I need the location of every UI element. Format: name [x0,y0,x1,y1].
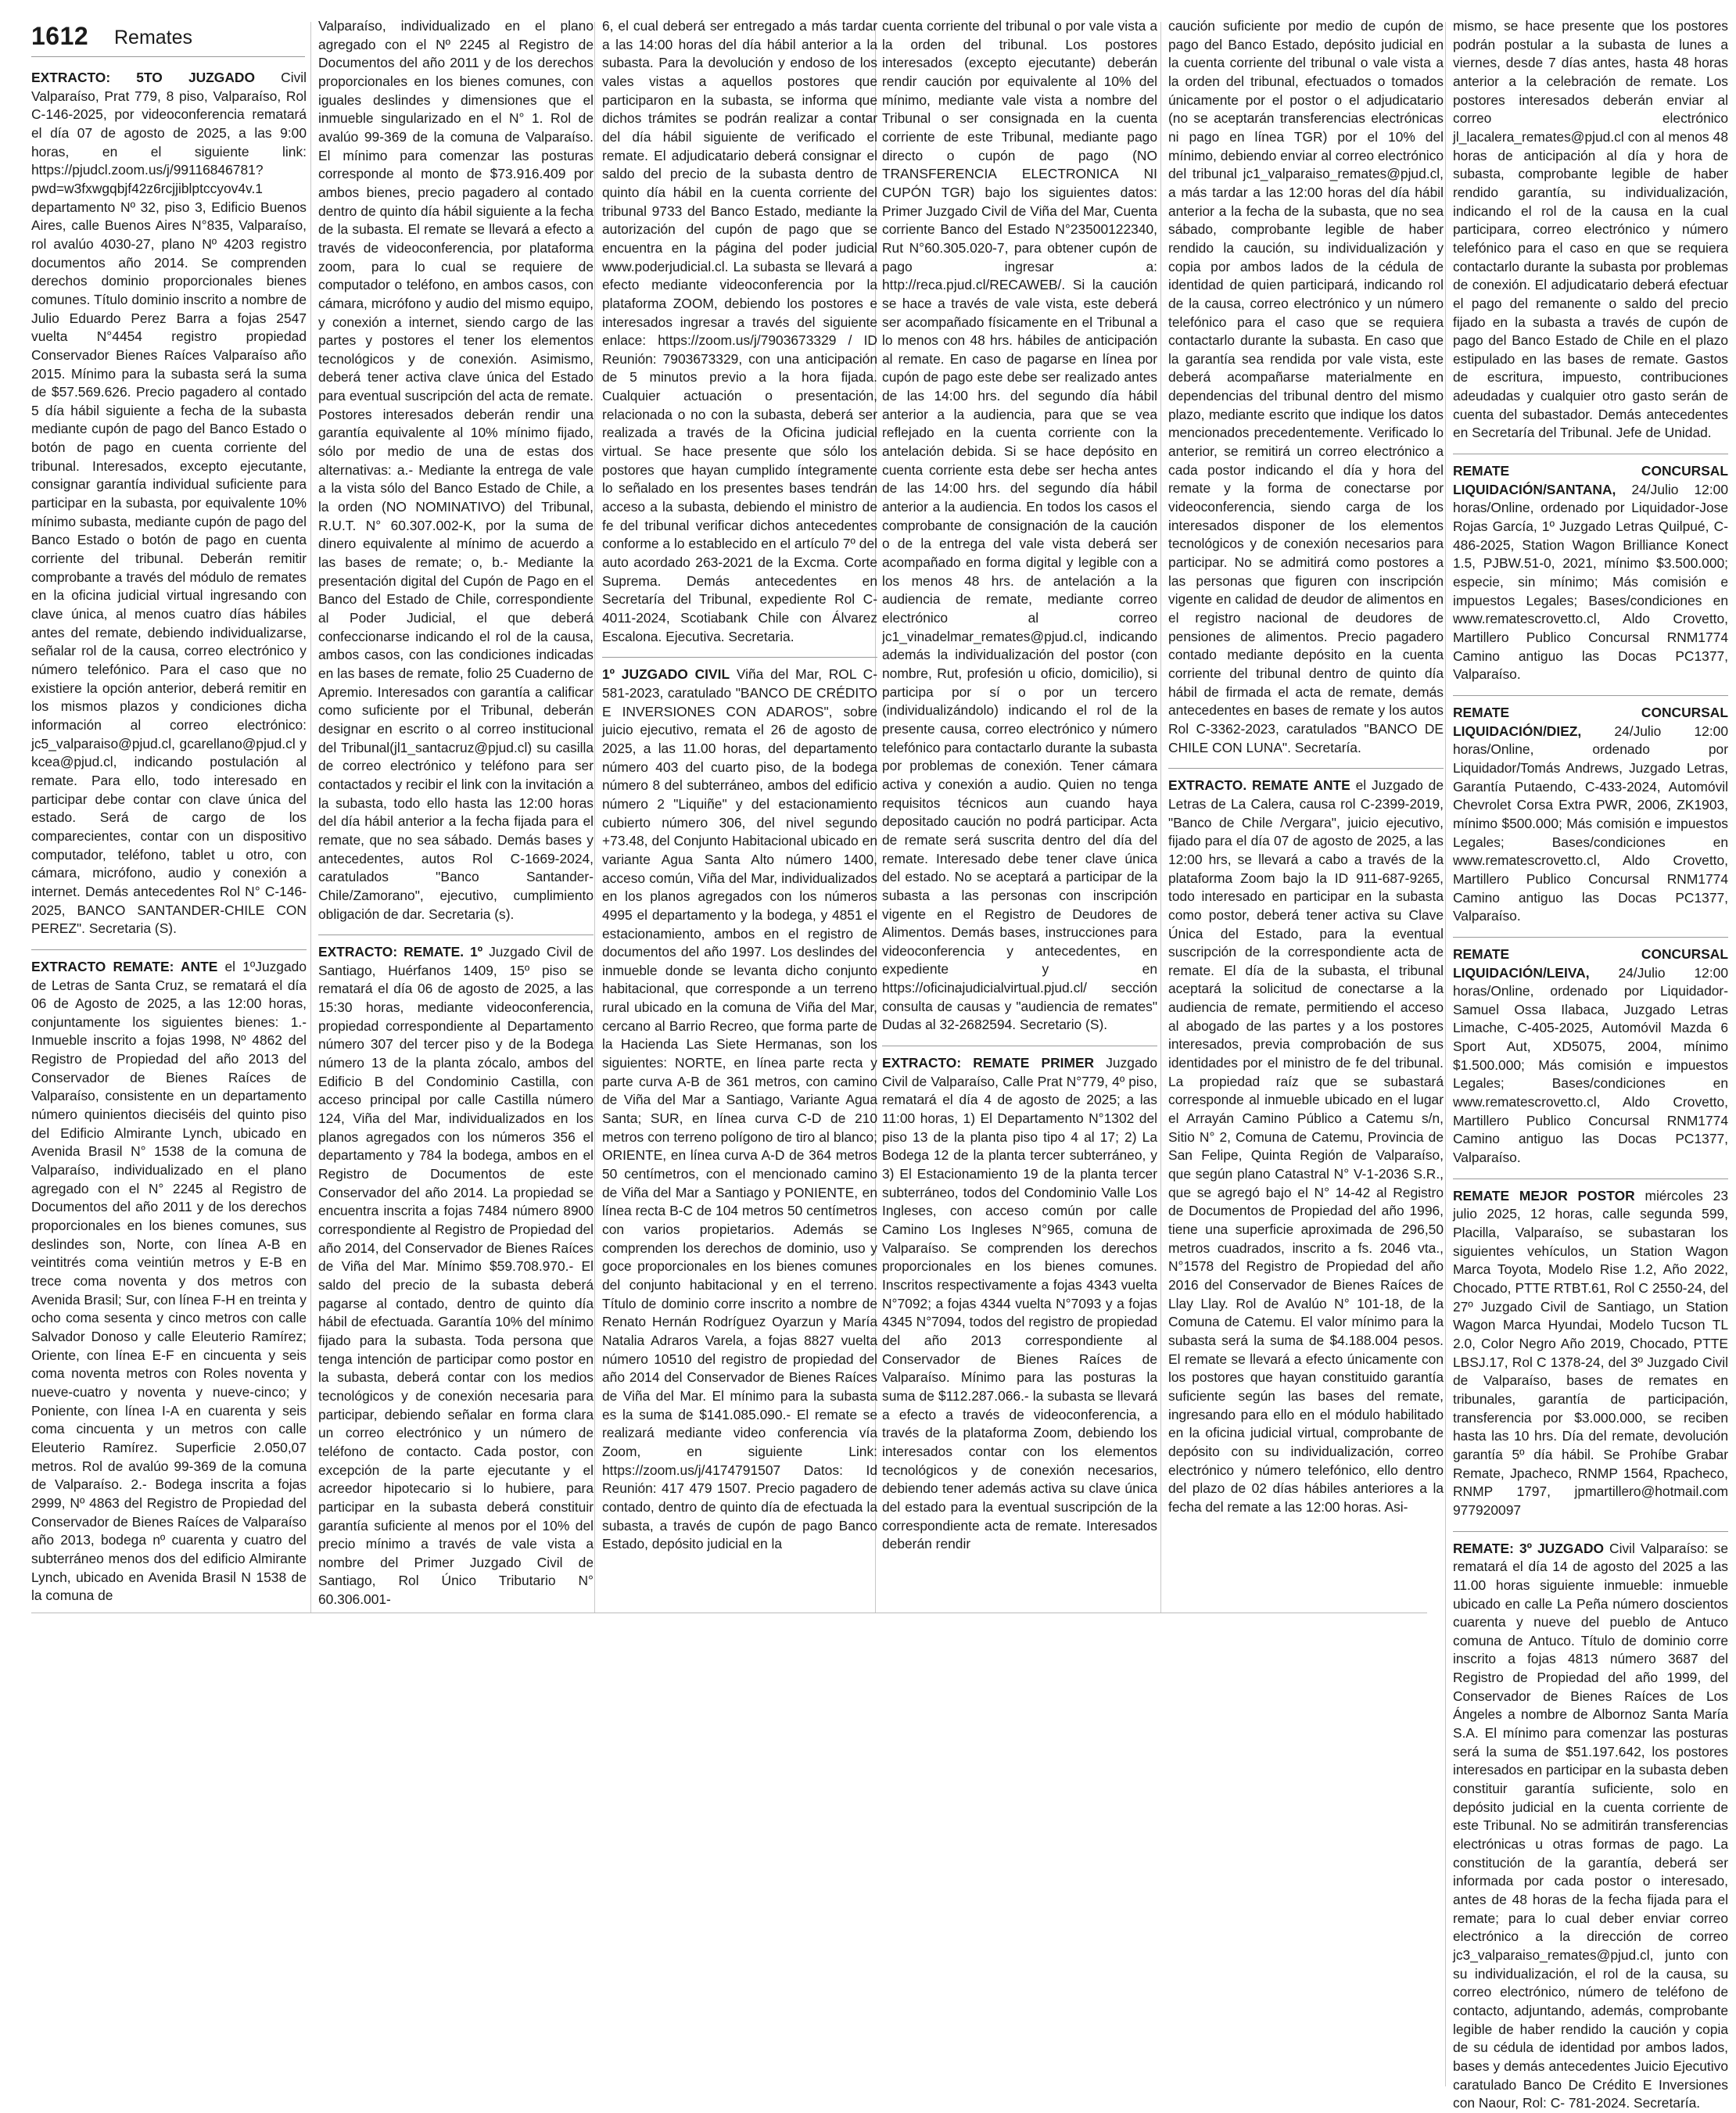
notice-body: 6, el cual deberá ser entregado a más tardar a las 14:00 horas del día hábil anterior a la subasta. Para la devolución y endoso de los vales vistas a aquellos postores que participaron en la subasta, se informa que dichos trámites se podrán realizar a contar del día hábil siguiente de verificado el remate. El adjudicatario deberá consignar el saldo del precio de la subasta dentro de quinto día hábil en la cuenta corriente del tribunal 9733 del Banco Estado, mediante la autorización del cupón de pago que se encuentra en la página del poder judicial www.poderjudicial.cl. La subasta se llevará a efecto mediante videoconferencia por la plataforma ZOOM, debiendo los postores e interesados ingresar a través del siguiente enlace: https://zoom.us/j/7903673329 / ID Reunión: 7903673329, con una anticipación de 5 minutos previo a la hora fijada. Cualquier actuación o presentación, relacionada o no con la subasta, deberá ser realizada a través de la Oficina judicial virtual. Se hace presente que sólo los postores que hayan cumplido íntegramente lo señalado en los presentes bases tendrán acceso a la subasta, debiendo el ministro de fe del tribunal verificar dichos antecedentes conforme a lo establecido en el artículo 7º del auto acordado 263-2021 de la Excma. Corte Suprema. Demás antecedentes en Secretaría del Tribunal, expediente Rol C-4011-2024, Scotiabank Chile con Álvarez Escalona. Ejecutiva. Secretaria. [602,18,877,644]
legal-notice [1453,454,1728,684]
legal-notice [1453,695,1728,926]
notice-body: el Juzgado de Letras de La Calera, causa rol C-2399-2019, "Banco de Chile /Vergara", juicio ejecutivo, fijado para el día 07 de agosto de 2025, a las 12:00 hrs, se llevará a cabo a través de la plataforma Zoom bajo la ID 911-687-9265, todo interesado en participar en la subasta como postor, deberá tener activa su Clave Única del Estado, para la eventual suscripción de la correspondiente acta de remate. El día de la subasta, el tribunal aceptará la solicitud de conectarse a la audiencia de remate, permitiendo el acceso al abogado de las partes y a los postores interesados, previa comprobación de sus identidades por el ministro de fe del tribunal. La propiedad raíz que se subastará corresponde al inmueble ubicado en el lugar el Arrayán Camino Público a Catemu s/n, Sitio N° 2, Comuna de Catemu, Provincia de San Felipe, Quinta Región de Valparaíso, que según plano Catastral N° V-1-2036 S.R., que se agregó bajo el N° 14-42 al Registro de Documentos de Propiedad del año 1996, tiene una superficie aproximada de 296,50 metros cuadrados, inscrito a fs. 2046 vta., N°1578 del Registro de Propiedad del año 2016 del Conservador de Bienes Raíces de Llay Llay. Rol de Avalúo N° 101-18, de la Comuna de Catemu. El valor mínimo para la subasta será la suma de $4.188.004 pesos. El remate se llevará a efecto únicamente con los postores que hayan constituido garantía suficiente según las bases del remate, ingresando para ello en el módulo habilitado en la oficina judicial virtual, comprobante de depósito con su individualización, correo electrónico y número telefónico, ello dentro del plazo de 02 días hábiles anteriores a la fecha del remate a las 12:00 horas. Asi- [1168,777,1444,1515]
notice-body: miércoles 23 julio 2025, 12 horas, calle segunda 599, Placilla, Valparaíso, se subastaran los siguientes vehículos, un Station Wagon Marca Toyota, Modelo Rise 1.2, Año 2022, Chocado, PTTE RTBT.61, Rol C 2550-24, del 27º Juzgado Civil de Santiago, un Station Wagon Marca Hyundai, Modelo Tucson TL 2.0, Color Negro Año 2019, Chocado, PTTE LBSJ.17, Rol C 1378-24, del 3º Juzgado Civil de Valparaíso, bases de remates en tribunales, garantía de participación, transferencia por $3.000.000, se reciben hasta las 10 hrs. Día del remate, devolución garantía 5º día hábil. Se Prohíbe Grabar Remate, Jpacheco, RNMP 1564, Rpacheco, RNMP 1797, jpmartillero@hotmail.com 977920097 [1453,1187,1728,1518]
legal-notice [602,17,877,646]
column-4 [882,17,1157,1605]
notice-lead: EXTRACTO REMATE: ANTE [31,958,218,974]
notice-body: el 1ºJuzgado de Letras de Santa Cruz, se rematará el día 06 de Agosto de 2025, a las 12:00 horas, conjuntamente los siguientes bienes: 1.- Inmueble inscrito a fojas 1998, Nº 4862 del Registro de Propiedad del año 2013 del Conservador de Bienes Raíces de Valparaíso, consistente en un departamento número quinientos dieciséis del quinto piso del Edificio Almirante Lynch, ubicado en Avenida Brasil N° 1538 de la comuna de Valparaíso, individualizado en el plano agregado con el N° 2245 al Registro de Documentos del año 2011 y de los derechos proporcionales en los bienes comunes, sus deslindes son, Norte, con línea A-B en veintitrés coma veintiún metros y E-B en trece coma noventa y dos metros con Avenida Brasil; Sur, con línea F-H en treinta y ocho coma sesenta y cinco metros con calle Salvador Donoso y calle Eleuterio Ramírez; Oriente, con línea E-F en cincuenta y seis coma noventa metros con Roles noventa y nueve-cuatro y noventa y nueve-cinco; y Poniente, con línea I-A en cuarenta y seis coma cincuenta y un metros con calle Eleuterio Ramírez. Superficie 2.050,07 metros. Rol de avalúo 99-369 de la comuna de Valparaíso. 2.- Bodega inscrita a fojas 2999, Nº 4863 del Registro de Propiedad del Conservador de Bienes Raíces de Valparaíso año 2013, bodega nº cuarenta y cuatro del subterráneo menos dos del edificio Almirante Lynch, ubicado en Avenida Brasil N 1538 de la comuna de [31,958,307,1604]
notice-body: mismo, se hace presente que los postores podrán postular a la subasta de lunes a viernes, desde 7 días antes, hasta 48 horas anterior a la celebración de remate. Los postores interesados deberán enviar al correo electrónico jl_lacalera_remates@pjud.cl con al menos 48 horas de anticipación al día y hora de subasta, comprobante legible de haber rendido garantía, su individualización, indicando el rol de la causa en la cual participara, correo electrónico y número telefónico para el caso en que se requiera contactarlo durante la subasta por problemas de conexión. El adjudicatario deberá efectuar el pago del remanente o saldo del precio fijado en la subasta a través de cupón de pago del Banco Estado de Chile en el plazo estipulado en las bases de remate. Gastos de escritura, impuesto, contribuciones adeudadas y cualquier otro gasto serán de cuenta del subastador. Demás antecedentes en Secretaría del Tribunal. Jefe de Unidad. [1453,18,1728,441]
column-divider [594,22,595,1613]
column-divider [310,22,311,1613]
notice-body: 24/Julio 12:00 horas/Online, ordenado por Liquidador-Jose Rojas García, 1º Juzgado Letras Quilpué, C-486-2025, Station Wagon Brilliance Konect 1.5, PJBW.51-0, 2021, mínimo $3.500.000; especie, sin mínimo; Más comisión e impuestos Legales; Bases/condiciones en www.rematescrovetto.cl, Aldo Crovetto, Martillero Publico Concursal RNM1774 Camino antiguo las Docas PC1377, Valparaíso. [1453,481,1728,683]
column-5 [1168,17,1444,1605]
notice-lead: EXTRACTO: 5TO JUZGADO [31,70,255,85]
legal-notice [1453,17,1728,443]
legal-notice [602,657,877,1554]
legal-notice [1168,768,1444,1516]
notice-lead: EXTRACTO: REMATE. 1º [318,944,483,960]
section-title: Remates [114,27,193,48]
column-1 [31,69,307,1602]
notice-body: Civil Valparaíso: se rematará el día 14 de agosto del 2025 a las 11.00 horas siguiente inmueble: inmueble ubicado en calle La Peña número doscientos cuarenta y nueve del pueblo de Antuco comuna de Antuco. Título de dominio corre inscrito a fojas 4813 número 3687 del Registro de Propiedad del año 1999, del Conservador de Bienes Raíces de Los Ángeles a nombre de Albornoz Santa María S.A. El mínimo para comenzar las posturas será la suma de $51.197.642, los postores interesados en participar en la subasta deben constituir garantía suficiente, solo en depósito judicial en la cuenta corriente de este Tribunal. No se admitirán transferencias electrónicas u otras formas de pago. La constitución de la garantía, deberá ser informada por cada postor o interesado, antes de 48 horas de la fecha fijada para el remate; para lo cual deber enviar correo electrónico a la dirección de correo jc3_valparaiso_remates@pjud.cl, junto con su individualización, el rol de la causa, su correo electrónico, número de teléfono de contacto, adjuntando, además, comprobante legible de haber rendido la caución y copia de su cédula de identidad por ambos lados, bases y demás antecedentes Juicio Ejecutivo caratulado Banco De Crédito E Inversiones con Naour, Rol: C- 781-2024. Secretaría. [1453,1540,1729,2111]
notice-body: Civil Valparaíso, Prat 779, 8 piso, Valparaíso, Rol C-146-2025, por videoconferencia rematará el día 07 de agosto de 2025, a las 9:00 horas, en el siguiente link: https://pjudcl.zoom.us/j/99116846781?pwd=w3fxwgqbjf42z6rcjjiblptccyov4v.1 departamento Nº 32, piso 3, Edificio Buenos Aires, calle Buenos Aires N°835, Valparaíso, rol avalúo 4030-27, plano Nº 4203 registro documentos año 2014. Se comprenden derechos dominio proporcionales bienes comunes. Título dominio inscrito a nombre de Julio Eduardo Perez Barra a fojas 2547 vuelta N°4454 registro propiedad Conservador Bienes Raíces Valparaíso año 2015. Mínimo para la subasta será la suma de $57.569.626. Precio pagadero al contado 5 día hábil siguiente a fecha de la subasta mediante cupón de pago del Banco Estado o botón de pago en cuenta corriente del tribunal. Interesados, excepto ejecutante, consignar garantía individual suficiente para participar en la subasta, por equivalente 10% mínimo subasta, mediante cupón de pago del Banco Estado o botón de pago en cuenta corriente del tribunal. Deberán remitir comprobante a través del módulo de remates en la oficina judicial virtual ingresando con clave única, al menos cuatro días hábiles antes del remate, debiendo individualizarse, señalar rol de la causa, correo electrónico y número telefónico. Para el caso que no existiere la opción anterior, deberá remitir en los mismos plazos y condiciones dicha información al correo electrónico: jc5_valparaiso@pjud.cl, gcarellano@pjud.cl y kcea@pjud.cl, indicando postulación al remate. Para ello, todo interesado en participar debe contar con clave única del estado. Será de cargo de los comparecientes, contar con un dispositivo computador, teléfono, tablet u otro, con cámara, micrófono, audio y conexión a internet. Demás antecedentes Rol N° C-146-2025, BANCO SANTANDER-CHILE CON PEREZ". Secretaria (S). [31,70,307,937]
notice-lead: REMATE CONCURSAL LIQUIDACIÓN/SANTANA, [1453,463,1728,497]
header-divider [31,56,305,57]
legal-notice [1168,17,1444,757]
legal-notice [31,69,307,938]
notice-lead: REMATE CONCURSAL LIQUIDACIÓN/LEIVA, [1453,945,1728,981]
legal-notice [318,935,594,1609]
column-3 [602,17,877,1605]
notice-body: Juzgado Civil de Santiago, Huérfanos 1409, 15º piso se rematará el día 06 de agosto de 2025, a las 15:30 horas, mediante videoconferencia, propiedad correspondiente al Departamento número 307 del tercer piso y de la Bodega número 13 de la planta zócalo, ambos del Edificio B del Condominio Castilla, con acceso principal por calle Castilla número 124, Viña del Mar, individualizados en los planos agregados con los números 356 el departamento y 784 la bodega, ambos en el Registro de Documentos de este Conservador del año 2014. La propiedad se encuentra inscrita a fojas 7484 número 8900 correspondiente al Registro de Propiedad del año 2014, del Conservador de Bienes Raíces de Viña del Mar. Mínimo $59.708.970.- El saldo del precio de la subasta deberá pagarse al contado, dentro de quinto día hábil de efectuada. Garantía 10% del mínimo fijado para la subasta. Toda persona que tenga intención de participar como postor en la subasta, deberá contar con los medios tecnológicos y de conexión necesaria para participar, debiendo señalar en forma clara un correo electrónico y un número de teléfono de contacto. Cada postor, con excepción de la parte ejecutante y el acreedor hipotecario si lo hubiere, para participar en la subasta deberá constituir garantía suficiente al menos por el 10% del precio mínimo a través de vale vista a nombre del Primer Juzgado Civil de Santiago, Rol Único Tributario N° 60.306.001- [318,944,594,1608]
notice-lead: 1º JUZGADO CIVIL [602,666,730,683]
notice-body: cuenta corriente del tribunal o por vale vista a la orden del tribunal. Los postores interesados (excepto ejecutante) deberán rendir caución por equivalente al 10% del mínimo, mediante vale vista a nombre del Tribunal o ser consignada en la cuenta corriente de este Tribunal, mediante pago directo o cupón de pago (NO TRANSFERENCIA ELECTRONICA NI CUPÓN TGR) bajo los siguientes datos: Primer Juzgado Civil de Viña del Mar, Cuenta corriente Banco del Estado N°23500122340, Rut N°60.305.020-7, para obtener cupón de pago ingresar a: http://reca.pjud.cl/RECAWEB/. Si la caución se hace a través de vale vista, este deberá ser acompañado físicamente en el Tribunal a lo menos con 48 hrs. hábiles de anticipación al remate. En caso de pagarse en línea por cupón de pago este debe ser realizado antes de las 14:00 hrs. del segundo día hábil anterior a la audiencia, para que se vea reflejado en la cuenta corriente con la antelación debida. Si se hace depósito en cuenta corriente esta debe ser hecha antes de las 14:00 hrs. del segundo día hábil anterior a la audiencia. En todos los casos el comprobante de consignación de la caución o de la entrega del vale vista deberá ser acompañado en forma digital y legible con a los menos 48 hrs. de antelación a la audiencia de remate, mediante correo electrónico al correo jc1_vinadelmar_remates@pjud.cl, indicando además la individualización del postor (con nombre, Rut, profesión u oficio, domicilio), si participa por sí o por un tercero (individualizándolo) indicando el rol de la presente causa, correo electrónico y número telefónico para contactarlo durante la subasta por problemas de conexión. Tener cámara activa y conexión a audio. Quien no tenga requisitos técnicos aun cuando haya depositado caución no podrá participar. Acta de remate será suscrita dentro del día del remate. Interesado debe tener clave única del estado. No se aceptará a participar de la subasta a las personas con inscripción vigente en el Registro de Deudores de Alimentos. Demás bases, instrucciones para videoconferencia y antecedentes, en expediente y en https://oficinajudicialvirtual.pjud.cl/ sección consulta de causas y "audiencia de remates" Dudas al 32-2682594. Secretario (S). [882,18,1157,1033]
column-divider [1445,22,1446,2086]
page-number: 1612 [31,22,89,50]
legal-notice [882,1046,1157,1554]
legal-notice [1453,937,1728,1168]
notice-body: 24/Julio 12:00 horas/Online, ordenado por Liquidador-Samuel Ossa Ilabaca, Juzgado Letras Limache, C-405-2025, Automóvil Mazda 6 Sport Aut, XD5075, 2004, mínimo $1.500.000; Más comisión e impuestos Legales; Bases/condiciones en www.rematescrovetto.cl, Aldo Crovetto, Martillero Publico Concursal RNM1774 Camino antiguo las Docas PC1377, Valparaíso. [1453,964,1728,1166]
column-divider [1160,22,1161,1613]
legal-notice [318,17,594,924]
notice-lead: EXTRACTO: REMATE PRIMER [882,1055,1095,1071]
notice-body: Valparaíso, individualizado en el plano agregado con el Nº 2245 al Registro de Documentos del año 2011 y de los derechos proporcionales en los bienes comunes, con iguales deslindes y dimensiones que el inmueble singularizado en el N° 1. Rol de avalúo 99-369 de la comuna de Valparaíso. El mínimo para comenzar las posturas corresponde al monto de $73.916.409 por ambos bienes, precio pagadero al contado dentro de quinto día hábil siguiente a la fecha de la subasta. El remate se llevará a efecto a través de videoconferencia, por plataforma zoom, para lo cual se requiere de computador o teléfono, en ambos casos, con cámara, micrófono y audio del mismo equipo, y conexión a internet, siendo cargo de las partes y postores el tener los elementos tecnológicos y de conexión. Asimismo, deberá tener activa clave única del Estado para eventual suscripción del acta de remate. Postores interesados deberán rendir una garantía equivalente al 10% mínimo fijado, sólo por medio de una de estas dos alternativas: a.- Mediante la entrega de vale a la vista sólo del Banco Estado de Chile, a la orden (NO NOMINATIVO) del Tribunal, R.U.T. N° 60.307.002-K, por la suma de dinero equivalente al mínimo de acuerdo a las bases de remate; o, b.- Mediante la presentación digital del Cupón de Pago en el Banco del Estado de Chile, correspondiente al Poder Judicial, el que deberá confeccionarse indicando el rol de la causa, ambos casos, con las condiciones indicadas en las bases de remate, folio 25 Cuaderno de Apremio. Interesados con garantía a calificar como suficiente por el Tribunal, deberán designar en escrito o al correo institucional del Tribunal(jl1_santacruz@pjud.cl) su casilla de correo electrónico y teléfono para ser contactados y recibir el link con la invitación a la subasta, todo ello hasta las 12:00 horas del día hábil anterior a la fecha fijada para el remate, que no sea sábado. Demás bases y antecedentes, autos Rol C-1669-2024, caratulados "Banco Santander-Chile/Zamorano", ejecutivo, cumplimiento obligación de dar. Secretaria (s). [318,18,594,922]
notice-lead: EXTRACTO. REMATE ANTE [1168,777,1350,794]
notice-lead: REMATE CONCURSAL LIQUIDACIÓN/DIEZ, [1453,704,1728,739]
notice-body: caución suficiente por medio de cupón de pago del Banco Estado, depósito judicial en la cuenta corriente del tribunal o vale vista a la orden del tribunal, efectuados o tomados únicamente por el postor o el adjudicatario (no se aceptarán transferencias electrónicas ni pago en línea TGR) por el 10% del mínimo, debiendo enviar al correo electrónico del tribunal jc1_valparaiso_remates@pjud.cl, a más tardar a las 12:00 horas del día hábil anterior a la fecha de la subasta, que no sea sábado, comprobante legible de haber rendido la caución, su individualización y copia por ambos lados de la cédula de identidad de quien participará, indicando rol de la causa, correo electrónico y un número telefónico para el caso que se requiera contactarlo durante la subasta. En caso que la garantía sea rendida por vale vista, este deberá acompañarse materialmente en dependencias del tribunal dentro del mismo plazo, mediante escrito que indique los datos mencionados precedentemente. Verificado lo anterior, se remitirá un correo electrónico a cada postor indicando el día y hora del remate y la forma de conectarse por videoconferencia, siendo carga de los interesados disponer de los elementos tecnológicos y de conexión necesarios para participar. No se admitirá como postores a las personas que figuren con inscripción vigente en calidad de deudor de alimentos en el registro nacional de deudores de pensiones de alimentos. Precio pagadero contado mediante depósito en la cuenta corriente del tribunal dentro de quinto día hábil de firmada el acta de remate, demás antecedentes en bases de remate y los autos Rol C-3362-2023, caratulados "BANCO DE CHILE CON LUNA". Secretaría. [1168,18,1444,755]
notice-lead: REMATE MEJOR POSTOR [1453,1187,1635,1204]
legal-notice [1453,1531,1728,2113]
notice-body: 24/Julio 12:00 horas/Online, ordenado por Liquidador/Tomás Andrews, Juzgado Letras, Garantía Putaendo, C-433-2024, Automóvil Chevrolet Corsa Extra PWR, 2006, ZK1903, mínimo $500.000; Más comisión e impuestos Legales; Bases/condiciones en www.rematescrovetto.cl, Aldo Crovetto, Martillero Publico Concursal RNM1774 Camino antiguo las Docas PC1377, Valparaíso. [1453,723,1728,924]
column-6 [1453,17,1729,2111]
notice-body: Viña del Mar, ROL C-581-2023, caratulado "BANCO DE CRÉDITO E INVERSIONES CON ADAROS", sobre juicio ejecutivo, remata el 26 de agosto de 2025, a las 11.00 horas, del departamento número 403 del cuarto piso, de la bodega número 8 del subterráneo, ambos del edificio número 2 "Liquiñe" y del estacionamiento cubierto número 306, del nivel segundo +73.48, del Conjunto Habitacional ubicado en variante Agua Santa Alto número 1400, acceso común, Viña del Mar, individualizados en los planos agregados con los números 4995 el departamento y la bodega, y 4851 el estacionamiento, ambos en el registro de documentos del año 1997. Los deslindes del inmueble donde se levanta dicho conjunto habitacional, que corresponde a un terreno rural ubicado en la comuna de Viña del Mar, cercano al Barrio Recreo, que forma parte de la Hacienda Las Siete Hermanas, son los siguientes: NORTE, en línea parte recta y parte curva A-B de 361 metros, con camino de Viña del Mar a Santiago, Variante Agua Santa; SUR, en línea curva C-D de 210 metros con terreno polígono de tiro al blanco; ORIENTE, en línea curva A-D de 364 metros 50 centímetros, con el mencionado camino de Viña del Mar a Santiago y PONIENTE, en línea recta B-C de 104 metros 50 centímetros con varios propietarios. Además se comprenden los derechos de dominio, uso y goce proporcionales en los bienes comunes del conjunto habitacional y en el terreno. Título de dominio corre inscrito a nombre de Renato Hernán Rodríguez Oyarzun y María Natalia Adraros Varela, a fojas 8827 vuelta número 10510 del registro de propiedad del año 2014 del Conservador de Bienes Raíces de Viña del Mar. El mínimo para la subasta es la suma de $141.085.090.- El remate se realizará mediante video conferencia vía Zoom, en siguiente Link: https://zoom.us/j/4174791507 Datos: Id Reunión: 417 479 1507. Precio pagadero de contado, dentro de quinto día de efectuada la subasta, a través de cupón de pago Banco Estado, depósito judicial en la [602,666,877,1552]
legal-notice [31,949,307,1605]
legal-notice [882,17,1157,1035]
notice-lead: REMATE: 3º JUZGADO [1453,1540,1605,1556]
legal-notice [1453,1178,1728,1520]
notice-body: Juzgado Civil de Valparaíso, Calle Prat N°779, 4º piso, rematará el día 4 de agosto de 2025; a las 11:00 horas, 1) El Departamento N°1302 del piso 13 de la planta piso tipo 4 al 17; 2) La Bodega 12 de la planta tercer subterráneo, y 3) El Estacionamiento 19 de la planta tercer subterráneo, todos del Condominio Valle Los Ingleses, con acceso común por calle Camino Los Ingleses N°965, comuna de Valparaíso. Se comprenden los derechos proporcionales en los bienes comunes. Inscritos respectivamente a fojas 4343 vuelta N°7092; a fojas 4344 vuelta N°7093 y a fojas 4345 N°7094, todos del registro de propiedad del año 2013 correspondiente al Conservador de Bienes Raíces de Valparaíso. Mínimo para las posturas la suma de $112.287.066.- la subasta se llevará a efecto a través de videoconferencia, a través de la plataforma Zoom, debiendo los interesados contar con los elementos tecnológicos y de conexión necesarios, debiendo tener además activa su clave única del estado para la eventual suscripción de la correspondiente acta de remate. Interesados deberán rendir [882,1055,1157,1552]
column-2 [318,17,594,1608]
